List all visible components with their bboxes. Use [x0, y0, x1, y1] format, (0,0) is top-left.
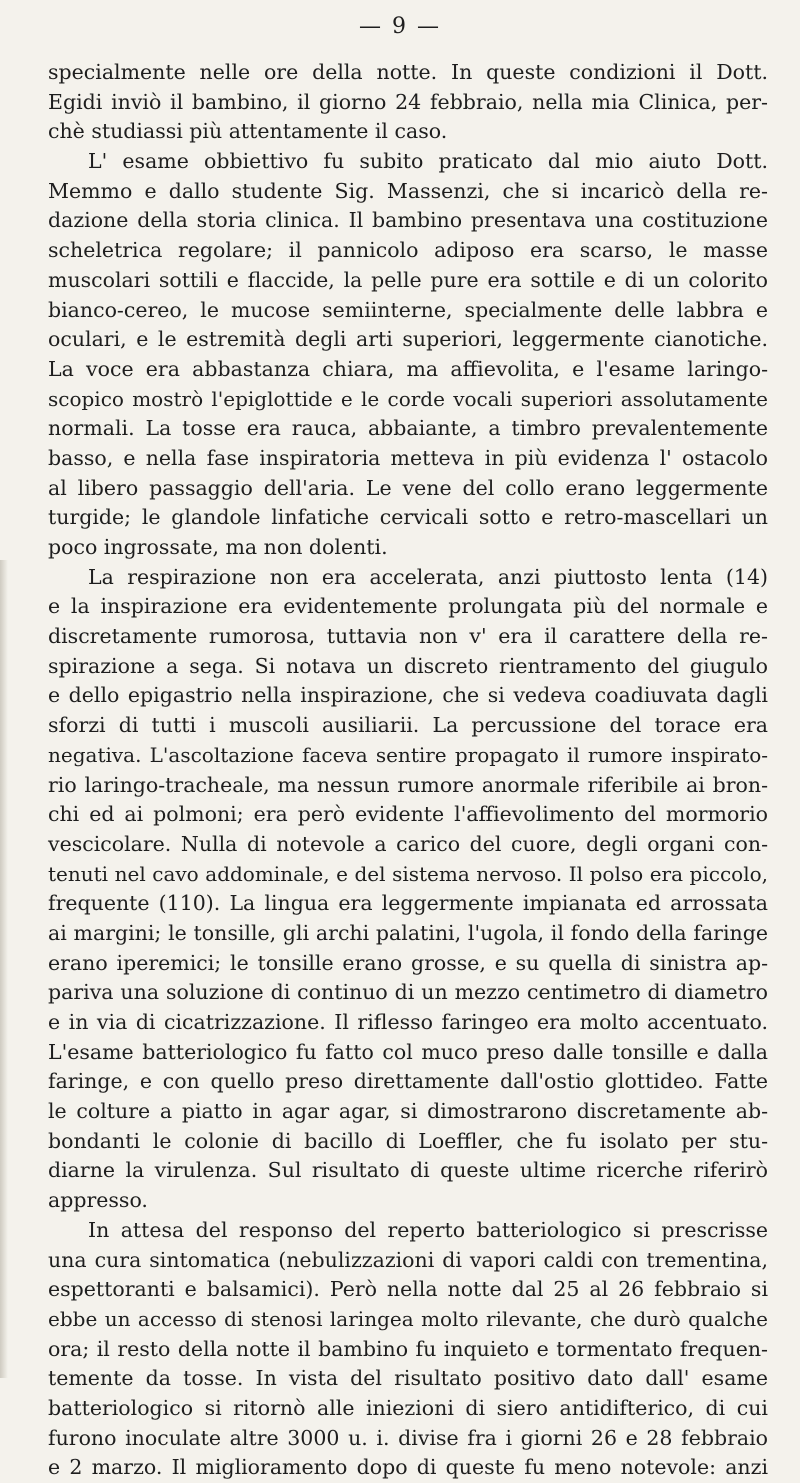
- page-number: — 9 —: [359, 14, 441, 39]
- text-line: e 2 marzo. Il miglioramento dopo di queste fu meno notevole: anzi: [48, 1455, 768, 1480]
- text-line: rio laringo-tracheale, ma nessun rumore anormale riferibile ai bron-: [48, 772, 768, 797]
- page-edge-shadow: [0, 560, 8, 1378]
- text-line: appresso.: [48, 1188, 148, 1213]
- text-line: ebbe un accesso di stenosi laringea molto rilevante, che durò qualche: [48, 1306, 768, 1331]
- text-line: e dello epigastrio nella inspirazione, che si vedeva coadiuvata dagli: [48, 683, 768, 708]
- body-text: [48, 58, 768, 1483]
- text-line: temente da tosse. In vista del risultato positivo dato dall' esame: [48, 1366, 768, 1391]
- text-line: e la inspirazione era evidentemente prolungata più del normale e: [48, 594, 768, 619]
- text-line: le colture a piatto in agar agar, si dimostrarono discretamente ab-: [48, 1099, 768, 1124]
- text-line: chè studiassi più attentamente il caso.: [48, 119, 448, 144]
- text-line: turgide; le glandole linfatiche cervicali sotto e retro-mascellari un: [48, 505, 768, 530]
- text-line: specialmente nelle ore della notte. In queste condizioni il Dott.: [48, 60, 768, 84]
- text-line: spirazione a sega. Si notava un discreto rientramento del giugulo: [48, 653, 768, 678]
- text-line: discretamente rumorosa, tuttavia non v' era il carattere della re-: [48, 624, 768, 649]
- text-line: L'esame batteriologico fu fatto col muco preso dalle tonsille e dalla: [48, 1039, 768, 1064]
- text-line: dazione della storia clinica. Il bambino presentava una costituzione: [48, 208, 768, 233]
- text-line: scopico mostrò l'epiglottide e le corde vocali superiori assolutamente: [48, 386, 768, 411]
- text-line: normali. La tosse era rauca, abbaiante, a timbro prevalentemente: [48, 416, 768, 441]
- text-line: faringe, e con quello preso direttamente dall'ostio glottideo. Fatte: [48, 1069, 768, 1094]
- text-line: furono inoculate altre 3000 u. i. divise fra i giorni 26 e 28 febbraio: [48, 1425, 768, 1450]
- text-line: sforzi di tutti i muscoli ausiliarii. La percussione del torace era: [48, 713, 768, 738]
- text-line: ora; il resto della notte il bambino fu inquieto e tormentato frequen-: [48, 1336, 768, 1361]
- text-line: La voce era abbastanza chiara, ma affievolita, e l'esame laringo-: [48, 356, 768, 381]
- text-line: e in via di cicatrizzazione. Il riflesso faringeo era molto accentuato.: [48, 1010, 768, 1034]
- text-line: espettoranti e balsamici). Però nella notte dal 25 al 26 febbraio si: [48, 1277, 768, 1302]
- text-line: pariva una soluzione di continuo di un mezzo centimetro di diametro: [48, 980, 768, 1005]
- text-line: Egidi inviò il bambino, il giorno 24 febbraio, nella mia Clinica, per-: [48, 89, 768, 114]
- text-line: chi ed ai polmoni; era però evidente l'affievolimento del mormorio: [48, 802, 768, 827]
- text-line: poco ingrossate, ma non dolenti.: [48, 535, 388, 559]
- text-line: negativa. L'ascoltazione faceva sentire propagato il rumore inspirato-: [48, 742, 768, 767]
- text-line: batteriologico si ritornò alle iniezioni di siero antidifterico, di cui: [48, 1395, 768, 1420]
- text-line: ai margini; le tonsille, gli archi palatini, l'ugola, il fondo della faringe: [48, 920, 768, 945]
- text-line: diarne la virulenza. Sul risultato di queste ultime ricerche riferirò: [48, 1158, 768, 1183]
- text-line: scheletrica regolare; il pannicolo adiposo era scarso, le masse: [48, 238, 768, 263]
- text-line: bianco-cereo, le mucose semiinterne, specialmente delle labbra e: [48, 297, 768, 322]
- text-line: una cura sintomatica (nebulizzazioni di vapori caldi con trementina,: [48, 1247, 768, 1272]
- text-line: basso, e nella fase inspiratoria metteva in più evidenza l' ostacolo: [48, 445, 768, 470]
- text-line: vescicolare. Nulla di notevole a carico del cuore, degli organi con-: [48, 831, 768, 856]
- text-line: L' esame obbiettivo fu subito praticato dal mio aiuto Dott.: [88, 149, 768, 174]
- text-line: al libero passaggio dell'aria. Le vene del collo erano leggermente: [48, 475, 768, 500]
- text-line: erano iperemici; le tonsille erano grosse, e su quella di sinistra ap-: [48, 950, 768, 975]
- text-line: muscolari sottili e flaccide, la pelle pure era sottile e di un colorito: [48, 267, 768, 292]
- text-line: La respirazione non era accelerata, anzi piuttosto lenta (14): [88, 564, 768, 589]
- text-line: frequente (110). La lingua era leggermente impianata ed arrossata: [48, 891, 768, 916]
- text-line: oculari, e le estremità degli arti superiori, leggermente cianotiche.: [48, 327, 768, 352]
- text-line: tenuti nel cavo addominale, e del sistema nervoso. Il polso era piccolo,: [48, 861, 768, 886]
- text-line: bondanti le colonie di bacillo di Loeffler, che fu isolato per stu-: [48, 1128, 768, 1153]
- text-line: Memmo e dallo studente Sig. Massenzi, che si incaricò della re-: [48, 178, 768, 203]
- text-line: In attesa del responso del reperto batteriologico si prescrisse: [88, 1217, 768, 1242]
